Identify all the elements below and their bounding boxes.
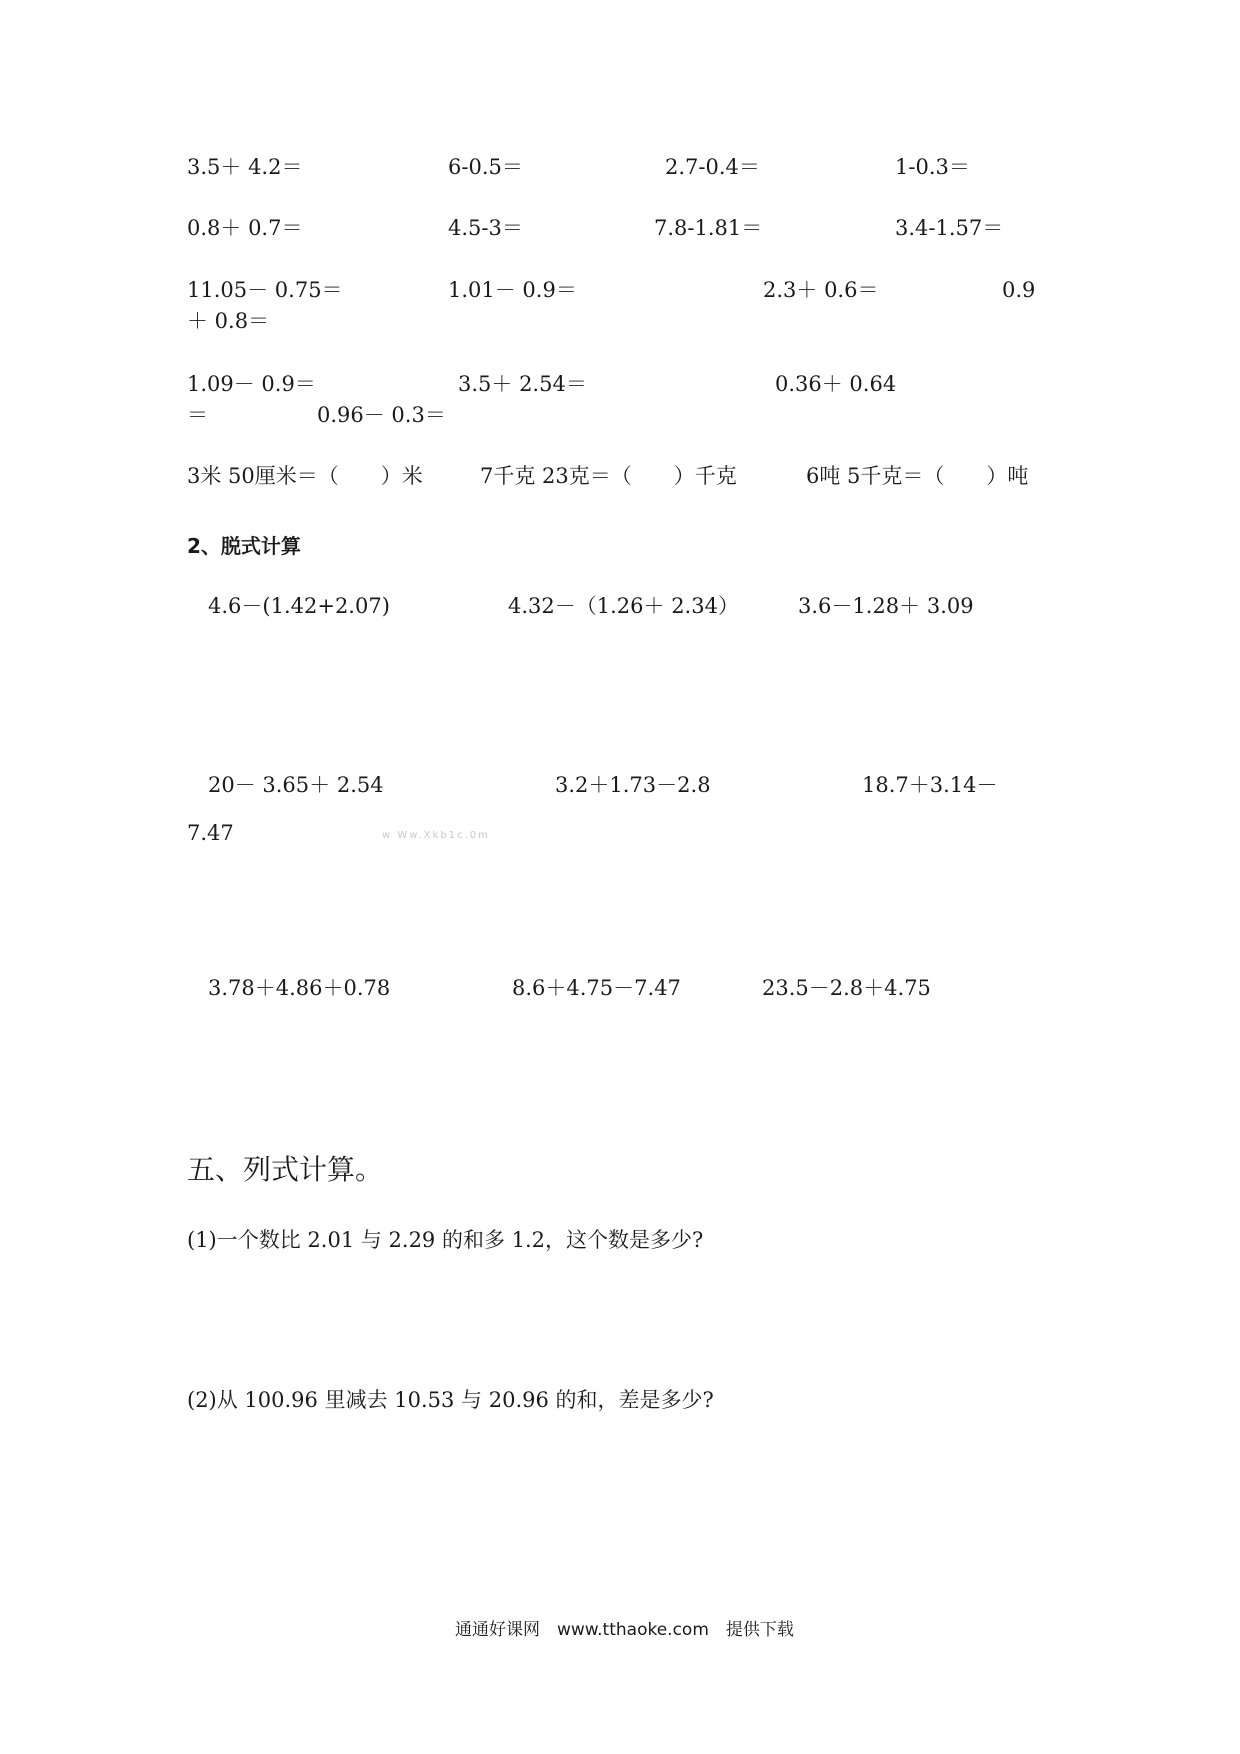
calc-item: 11.05－ 0.75＝ (187, 278, 343, 302)
stepwise-item: 3.2＋1.73－2.8 (555, 773, 711, 797)
calc-item: 0.9 (1002, 278, 1036, 302)
stepwise-item: 23.5－2.8＋4.75 (762, 976, 931, 1000)
calc-item: 3.4-1.57＝ (895, 216, 1004, 240)
section-heading: 五、列式计算。 (187, 1153, 384, 1186)
word-problem: (2)从 100.96 里减去 10.53 与 20.96 的和，差是多少? (187, 1388, 714, 1412)
calc-item-wrap: ＝ (187, 403, 208, 427)
calc-item: 1.09－ 0.9＝ (187, 372, 316, 396)
stepwise-item: 3.6－1.28＋ 3.09 (798, 594, 974, 618)
unit-conversion-item: 3米 50厘米＝（ ）米 (187, 464, 423, 488)
stepwise-item: 18.7＋3.14－ (862, 773, 998, 797)
calc-item: 6-0.5＝ (448, 155, 523, 179)
watermark: w Ww.Xkb1c.0m (382, 830, 490, 841)
section-heading: 2、脱式计算 (187, 534, 301, 558)
word-problem: (1)一个数比 2.01 与 2.29 的和多 1.2，这个数是多少? (187, 1228, 704, 1252)
calc-item: 7.8-1.81＝ (654, 216, 763, 240)
calc-item: 0.96－ 0.3＝ (317, 403, 446, 427)
calc-item: 3.5＋ 4.2＝ (187, 155, 303, 179)
stepwise-item: 4.32－（1.26＋ 2.34） (508, 594, 739, 618)
calc-item-wrap: ＋ 0.8＝ (187, 309, 270, 333)
stepwise-item: 20－ 3.65＋ 2.54 (208, 773, 384, 797)
stepwise-item: 3.78＋4.86＋0.78 (208, 976, 391, 1000)
stepwise-item: 8.6＋4.75－7.47 (512, 976, 681, 1000)
calc-item: 2.7-0.4＝ (665, 155, 760, 179)
unit-conversion-item: 7千克 23克＝（ ）千克 (480, 464, 737, 488)
calc-item: 3.5＋ 2.54＝ (458, 372, 587, 396)
stepwise-item-wrap: 7.47 (187, 821, 234, 845)
calc-item: 2.3＋ 0.6＝ (763, 278, 879, 302)
page-footer: 通通好课网 www.tthaoke.com 提供下载 (455, 1620, 794, 1640)
calc-item: 4.5-3＝ (448, 216, 523, 240)
calc-item: 0.36＋ 0.64 (775, 372, 897, 396)
calc-item: 1-0.3＝ (895, 155, 970, 179)
unit-conversion-item: 6吨 5千克＝（ ）吨 (806, 464, 1029, 488)
calc-item: 1.01－ 0.9＝ (448, 278, 577, 302)
calc-item: 0.8＋ 0.7＝ (187, 216, 303, 240)
stepwise-item: 4.6－(1.42+2.07) (208, 594, 390, 618)
